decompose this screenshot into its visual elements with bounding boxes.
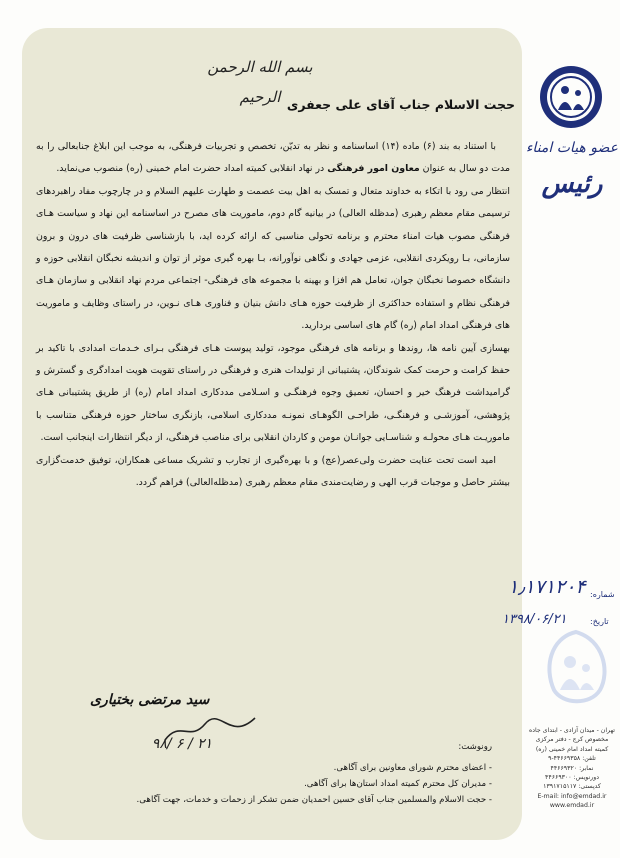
contact-line: تلفن: ۴۴۶۶۹۳۵۸-۹ [548,755,596,763]
cc-item: - حجت الاسلام والمسلمین جناب آقای حسین احمدیان ضمن تشکر از زحمات و خدمات، جهت آگاهی. [137,792,492,808]
cc-item: - مدیران کل محترم کمیته امداد استان‌ها برای آگاهی. [137,776,492,792]
signatory-name: سید مرتضی بختیاری [90,692,210,708]
position-title: معاون امور فرهنگی [327,163,420,175]
letter-number-label: شماره: [590,590,615,599]
letter-body [36,136,510,495]
letter-number-value: ۱٫۱۷۱۲۰۴ [508,576,586,598]
letter-date-value: ۱۳۹۸/۰۶/۲۱ [502,612,567,627]
watermark-emblem [540,628,612,710]
body-line: در نهاد انقلابی کمیته امداد [223,163,328,175]
body-line: ابلاغ جنابعالی را به مدت دو سال به عنوان [36,141,510,175]
contact-line: دورنویس: ۴۴۶۶۹۳۰۰ [545,774,599,782]
contact-block [526,726,618,811]
contact-line: کدپستی: ۱۳۹۱۷۱۵۱۱۷ [543,783,601,791]
addressee-heading: حجت الاسلام جناب آقای علی جعفری [286,97,515,112]
organization-logo [538,64,604,130]
contact-website: www.emdad.ir [549,802,595,810]
contact-line: مخصوص کرج - دفتر مرکزی [535,736,609,744]
cc-list [137,760,492,808]
paragraph-closing: امید است تحت عنایت حضرت ولی‌عصر(عج) و با بهره‌گیری از تجارب و تشریک مساعی همکاران، توفیق خدمت‌گزاری بیشتر حاصل و موجبات قرب الهی و رضایت‌مندی مقام معظم رهبری (مدظله‌العالی) فراهم گردد. [36,454,510,489]
basmala-calligraphy: بسم الله الرحمن الرحیم [207,58,313,106]
signature-date: ۹۸/ ۶ / ۲۱ [151,736,213,752]
org-title: عضو هیات امناء [525,140,618,156]
paragraph-tasks: بهسازی آیین نامه ها، روندها و برنامه های فرهنگی موجود، تولید پیوست هـای فرهنگی بـرای خـدمات امدادی با تاکید بر حفظ کرامت و حرمت کمک شوندگان، پشتیبانی از تولیدات هنری و فرهنگی در راستای تقویت هویت امدادگری و گسترش و گرامیداشت فرهنگ خیر و احسان، تعمیق وجوه فرهنگـی و اسـلامی مددکاری امداد امام (ره) از طریق پشتیبانی هـای پژوهشی، آموزشـی و فرهنگـی، طراحـی الگوهـای نمونـه مددکاری اسلامی، بازنگری ساختار حوزه فرهنگی متناسب با ماموریـت هـای محولـه و شناسـایی جوانـان مومن و کاردان انقلابی برای مناصب فرهنگی، از دیگر انتظارات اینجانب است. [36,342,510,444]
org-role: رئیس [541,169,603,199]
paragraph-expectations: انتظار می رود با اتکاء به خداوند متعال و تمسک به اهل بیت عصمت و طهارت علیهم السلام و در چارچوب مفاد راهبردهای ترسیمی مقام معظم رهبری (مدظله العالی) در بیانیه گام دوم، ماموریت های مصرح در اساسنامه این نهاد و سیاست هـای فرهنگی مصوب هیات امناء محترم و برنامه تحولی مناسبی که ارائه کرده اید، با بازشناسی ظرفیت های درون و برون سازمانی، بـا رویکردی انقلابی، عزمی جهادی و نگاهی نوآورانه، بـا بهره گیری موثر از توان و اندیشه نخبگان انقلابی حوزه و دانشگاه خصوصا نخبگان جوان، تعامل هم افزا و بهینه با مجموعه های فرهنگی- اجتماعی مردم نهاد انقلابی و سازمان هـای فرهنگی نظام و استفاده حداکثری از ظرفیت حوزه هـای دانش بنیان و فناوری هـای نـوین، در راستای وظایف و ماموریت های فرهنگی امداد امام (ره) گام های اساسی بردارید. [36,185,510,332]
cc-label: رونوشت: [458,742,492,752]
contact-line: نمابر: ۴۴۶۶۹۳۲۰ [550,764,594,772]
body-line: با استناد به بند (۶) ماده (۱۴) اساسنامه و نظر به تدیّن، تخصص و تجربیات فرهنگی، به موجب این [113,141,496,152]
paragraph-appointment [36,136,510,181]
contact-line: تهران - میدان آزادی - ابتدای جاده [528,727,616,734]
letter-date-label: تاریخ: [590,617,609,626]
cc-item: - اعضای محترم شورای معاونین برای آگاهی. [137,760,492,776]
contact-line: کمیته امداد امام خمینی (ره) [535,745,609,753]
body-line: حضرت امام خمینی (ره) منصوب می‌نماید. [56,163,221,175]
contact-email: E-mail: info@emdad.ir [537,792,607,800]
